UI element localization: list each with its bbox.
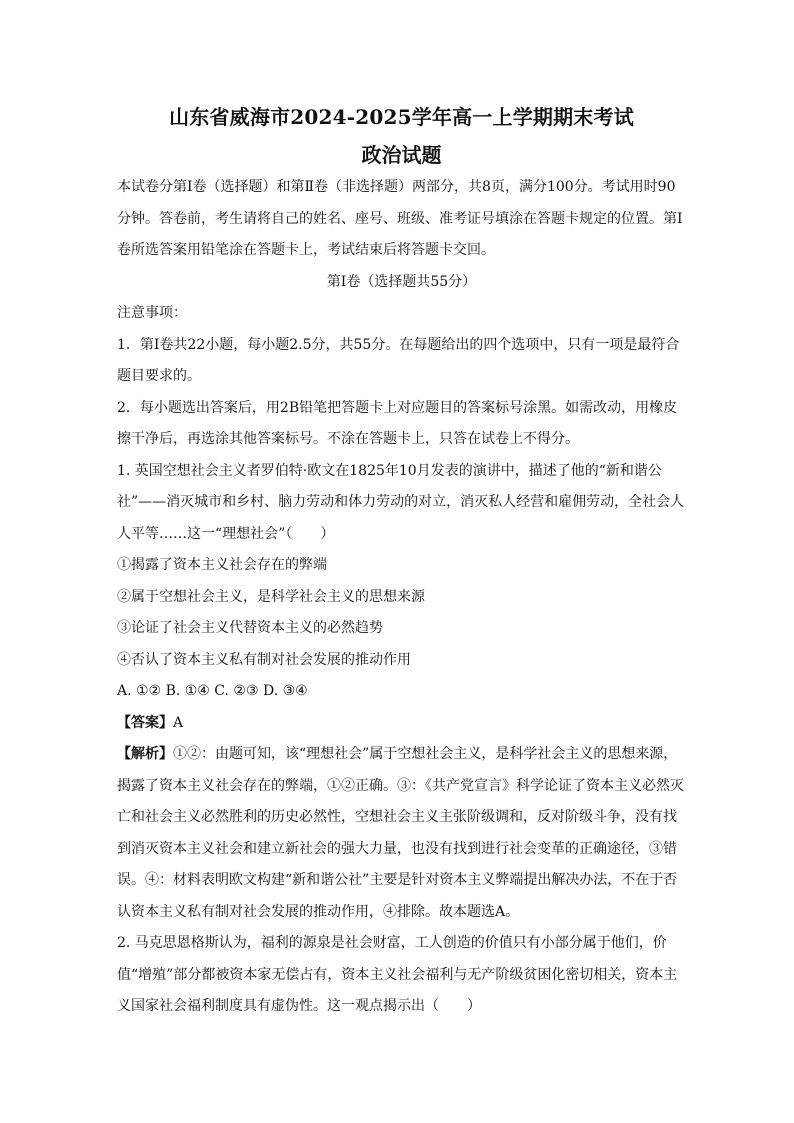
question-1-choices: A. ①② B. ①④ C. ②③ D. ③④	[117, 683, 308, 699]
question-1-statement: ③论证了社会主义代替资本主义的必然趋势	[117, 620, 383, 636]
analysis-label: 【解析】	[117, 746, 173, 762]
notes-label: 注意事项：	[117, 305, 187, 321]
question-1-analysis	[117, 739, 686, 928]
question-1-stem: 1. 英国空想社会主义者罗伯特·欧文在1825年10月发表的演讲中，描述了他的“新和谐公社”——消灭城市和乡村、脑力劳动和体力劳动的对立，消灭私人经营和雇佣劳动，全社会人人平等……这一“理想社会”（ ）	[117, 462, 685, 542]
note-item: 2．每小题选出答案后，用2B铅笔把答题卡上对应题目的答案标号涂黑。如需改动，用橡皮擦干净后，再选涂其他答案标号。不涂在答题卡上，只答在试卷上不得分。	[117, 399, 678, 447]
document-title: 山东省威海市2024-2025学年高一上学期期末考试	[169, 105, 634, 129]
section-heading: 第Ⅰ卷（选择题共55分）	[326, 273, 477, 290]
exam-intro: 本试卷分第Ⅰ卷（选择题）和第Ⅱ卷（非选择题）两部分，共8页，满分100分。考试用时90分钟。答卷前，考生请将自己的姓名、座号、班级、准考证号填涂在答题卡规定的位置。第Ⅰ卷所选答案用铅笔涂在答题卡上，考试结束后将答题卡交回。	[117, 179, 683, 258]
question-1-answer	[117, 708, 686, 740]
analysis-text: ①②：由题可知，该“理想社会”属于空想社会主义，是科学社会主义的思想来源，揭露了资本主义社会存在的弊端，①②正确。③：《共产党宣言》科学论证了资本主义必然灭亡和社会主义必然胜利的历史必然性，空想社会主义主张阶级调和，反对阶级斗争，没有找到消灭资本主义社会和建立新社会的强大力量，也没有找到进行社会变革的正确途径，③错误。④：材料表明欧文构建“新和谐公社”主要是针对资本主义弊端提出解决办法，不在于否认资本主义私有制对社会发展的推动作用，④排除。故本题选A。	[117, 746, 684, 920]
question-1-statement: ②属于空想社会主义，是科学社会主义的思想来源	[117, 588, 425, 605]
answer-value: A	[173, 714, 184, 731]
answer-label: 【答案】	[117, 714, 173, 731]
question-2-stem: 2. 马克思恩格斯认为，福利的源泉是社会财富，工人创造的价值只有小部分属于他们，价值“增殖”部分都被资本家无偿占有，资本主义社会福利与无产阶级贫困化密切相关，资本主义国家社会福利制度具有虚伪性。这一观点揭示出（ ）	[117, 935, 678, 1014]
note-item: 1．第Ⅰ卷共22小题，每小题2.5分，共55分。在每题给出的四个选项中，只有一项是最符合题目要求的。	[117, 336, 680, 384]
question-1-statement: ①揭露了资本主义社会存在的弊端	[117, 557, 327, 573]
question-1-statement: ④否认了资本主义私有制对社会发展的推动作用	[117, 651, 411, 668]
document-subtitle: 政治试题	[361, 143, 442, 167]
